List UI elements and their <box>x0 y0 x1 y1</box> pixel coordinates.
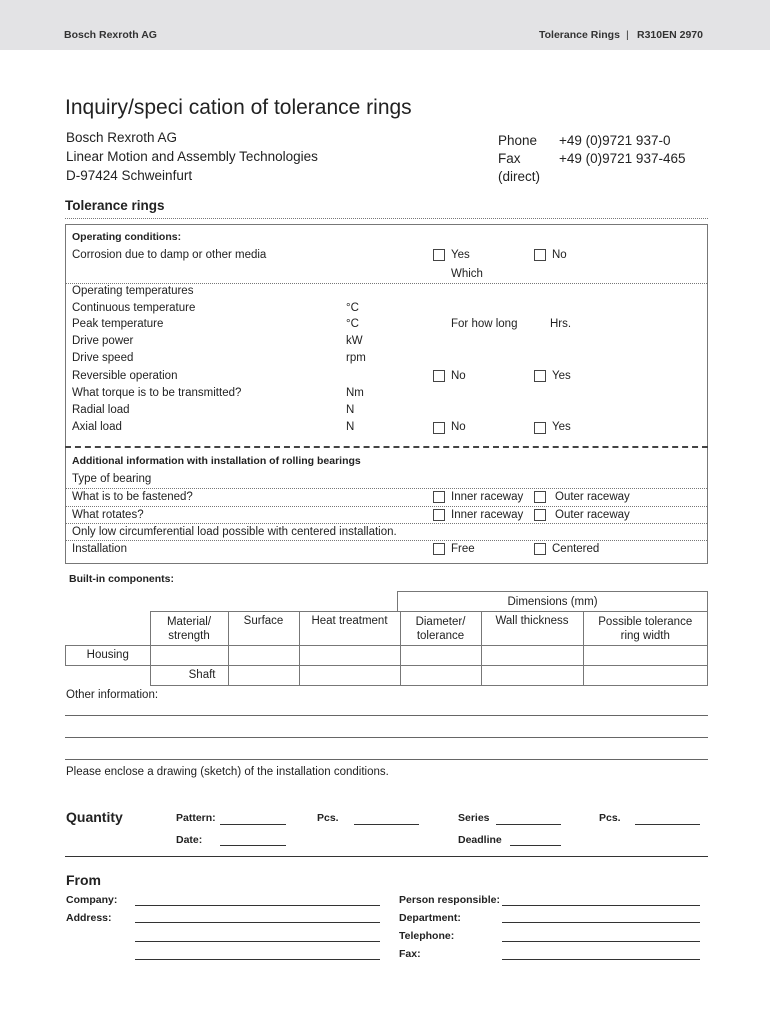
surface-header: Surface <box>243 615 284 627</box>
series-field[interactable] <box>496 824 561 825</box>
installation-free-label: Free <box>451 543 475 555</box>
pcs-label-2: Pcs. <box>599 812 621 824</box>
table-row <box>66 666 708 686</box>
speed-label: Drive speed <box>72 352 134 364</box>
housing-width-cell[interactable] <box>583 646 708 666</box>
person-field[interactable] <box>502 905 700 906</box>
deadline-field[interactable] <box>510 845 561 846</box>
corrosion-no-checkbox[interactable] <box>534 249 546 261</box>
fax-field[interactable] <box>502 959 700 960</box>
address-field-3[interactable] <box>135 959 380 960</box>
axial-unit: N <box>346 421 355 433</box>
divider <box>66 523 707 524</box>
contact-labels <box>498 132 540 186</box>
housing-surface-cell[interactable] <box>228 646 299 666</box>
rotates-inner-label: Inner raceway <box>451 509 524 521</box>
axial-no-label: No <box>451 421 466 433</box>
dashed-separator <box>65 446 708 448</box>
rotates-label: What rotates? <box>72 509 144 521</box>
corrosion-label: Corrosion due to damp or other media <box>72 249 267 261</box>
person-label: Person responsible: <box>399 894 500 906</box>
tolerance-header: tolerance <box>416 630 465 642</box>
power-unit: kW <box>346 335 363 347</box>
from-heading: From <box>66 872 101 888</box>
torque-label: What torque is to be transmitted? <box>72 387 242 399</box>
housing-diameter-cell[interactable] <box>400 646 481 666</box>
components-heading: Built-in components: <box>69 573 174 585</box>
radial-label: Radial load <box>72 404 130 416</box>
divider <box>65 218 708 219</box>
header-company: Bosch Rexroth AG <box>64 29 157 41</box>
other-info-line-3[interactable] <box>65 759 708 760</box>
possible-header: Possible tolerance <box>598 616 693 628</box>
components-table <box>65 611 708 686</box>
dimensions-label: Dimensions (mm) <box>507 596 598 608</box>
how-long-label: For how long <box>451 318 518 330</box>
shaft-label: Shaft <box>188 669 216 681</box>
reversible-no-checkbox[interactable] <box>433 370 445 382</box>
dimensions-header <box>397 591 708 612</box>
telephone-field[interactable] <box>502 941 700 942</box>
address-line-2: Linear Motion and Assembly Technologies <box>66 149 318 164</box>
diameter-header: Diameter/ <box>415 616 466 628</box>
rotates-inner-checkbox[interactable] <box>433 509 445 521</box>
axial-yes-checkbox[interactable] <box>534 422 546 434</box>
section-title: Tolerance rings <box>65 198 165 213</box>
deadline-label: Deadline <box>458 834 502 846</box>
fastened-outer-checkbox[interactable] <box>534 491 546 503</box>
heat-header: Heat treatment <box>311 615 388 627</box>
date-field[interactable] <box>220 845 286 846</box>
address-line-3: D-97424 Schweinfurt <box>66 168 193 183</box>
department-field[interactable] <box>502 922 700 923</box>
phone-number: +49 (0)9721 937-0 <box>559 133 671 148</box>
table-cell <box>583 612 708 646</box>
series-label: Series <box>458 812 490 824</box>
address-line-1: Bosch Rexroth AG <box>66 130 178 145</box>
divider <box>66 506 707 507</box>
fax-number: +49 (0)9721 937-465 <box>559 151 686 166</box>
installation-centered-label: Centered <box>552 543 600 555</box>
installation-free-checkbox[interactable] <box>433 543 445 555</box>
fastened-label: What is to be fastened? <box>72 491 193 503</box>
fastened-inner-checkbox[interactable] <box>433 491 445 503</box>
pcs-field-1[interactable] <box>354 824 419 825</box>
table-cell <box>299 612 400 646</box>
continuous-unit: °C <box>346 302 359 314</box>
header-separator: | <box>626 29 629 41</box>
strength-header: strength <box>168 630 210 642</box>
axial-no-checkbox[interactable] <box>433 422 445 434</box>
housing-heat-cell[interactable] <box>299 646 400 666</box>
table-cell <box>150 666 228 686</box>
table-cell <box>150 612 228 646</box>
pattern-field[interactable] <box>220 824 286 825</box>
temps-label: Operating temperatures <box>72 285 194 297</box>
other-info-line-1[interactable] <box>65 715 708 716</box>
department-label: Department: <box>399 912 461 924</box>
peak-label: Peak temperature <box>72 318 164 330</box>
shaft-surface-cell[interactable] <box>228 666 299 686</box>
reversible-no-label: No <box>451 370 466 382</box>
torque-unit: Nm <box>346 387 364 399</box>
contact-values <box>559 132 685 168</box>
fax-label: Fax: <box>399 948 421 960</box>
wall-header: Wall thickness <box>495 615 569 627</box>
housing-wall-cell[interactable] <box>481 646 583 666</box>
fax-direct: (direct) <box>498 169 541 184</box>
installation-centered-checkbox[interactable] <box>534 543 546 555</box>
reversible-yes-checkbox[interactable] <box>534 370 546 382</box>
installation-label: Installation <box>72 543 127 555</box>
address-field-1[interactable] <box>135 922 380 923</box>
housing-material-cell[interactable] <box>150 646 228 666</box>
housing-label: Housing <box>86 649 129 661</box>
other-info-line-2[interactable] <box>65 737 708 738</box>
table-cell <box>66 646 151 666</box>
axial-yes-label: Yes <box>552 421 571 433</box>
reversible-yes-label: Yes <box>552 370 571 382</box>
fastened-outer-label: Outer raceway <box>555 491 630 503</box>
rotates-outer-label: Outer raceway <box>555 509 630 521</box>
company-field[interactable] <box>135 905 380 906</box>
header-doc-title: Tolerance Rings <box>539 29 620 41</box>
phone-label: Phone <box>498 133 538 148</box>
pcs-field-2[interactable] <box>635 824 700 825</box>
address-block <box>66 128 318 185</box>
address-label: Address: <box>66 912 112 924</box>
table-row <box>66 646 708 666</box>
corrosion-yes-checkbox[interactable] <box>433 249 445 261</box>
divider <box>66 283 707 284</box>
which-label: Which <box>451 268 483 280</box>
speed-unit: rpm <box>346 352 366 364</box>
company-label: Company: <box>66 894 118 906</box>
shaft-width-cell[interactable] <box>583 666 708 686</box>
header-doc-number: R310EN 2970 <box>637 29 703 41</box>
material-header: Material/ <box>166 616 212 628</box>
bearing-type-label: Type of bearing <box>72 473 152 485</box>
bearings-heading: Additional information with installation of rolling bearings <box>72 455 361 467</box>
other-info-label: Other information: <box>66 689 159 701</box>
enclose-note: Please enclose a drawing (sketch) of the installation conditions. <box>66 766 389 778</box>
table-cell <box>400 612 481 646</box>
shaft-wall-cell[interactable] <box>481 666 583 686</box>
reversible-label: Reversible operation <box>72 370 178 382</box>
divider <box>65 856 708 857</box>
pattern-label: Pattern: <box>176 812 216 824</box>
hrs-label: Hrs. <box>550 318 572 330</box>
operating-heading: Operating conditions: <box>72 231 182 243</box>
corrosion-yes-label: Yes <box>451 249 470 261</box>
divider <box>66 488 707 489</box>
shaft-diameter-cell[interactable] <box>400 666 481 686</box>
axial-label: Axial load <box>72 421 122 433</box>
table-cell <box>66 612 151 646</box>
corrosion-no-label: No <box>552 249 567 261</box>
low-load-note: Only low circumferential load possible with centered installation. <box>72 526 397 538</box>
table-cell <box>66 666 151 686</box>
peak-unit: °C <box>346 318 359 330</box>
divider <box>66 540 707 541</box>
page-title: Inquiry/speci cation of tolerance rings <box>65 96 412 119</box>
fax-label: Fax <box>498 151 521 166</box>
telephone-label: Telephone: <box>399 930 455 942</box>
shaft-heat-cell[interactable] <box>299 666 400 686</box>
pcs-label-1: Pcs. <box>317 812 339 824</box>
ring-width-header: ring width <box>620 630 670 642</box>
table-cell <box>228 612 299 646</box>
radial-unit: N <box>346 404 355 416</box>
fastened-inner-label: Inner raceway <box>451 491 524 503</box>
power-label: Drive power <box>72 335 134 347</box>
rotates-outer-checkbox[interactable] <box>534 509 546 521</box>
page-header <box>0 0 770 50</box>
date-label: Date: <box>176 834 203 846</box>
table-cell <box>481 612 583 646</box>
continuous-label: Continuous temperature <box>72 302 196 314</box>
address-field-2[interactable] <box>135 941 380 942</box>
quantity-heading: Quantity <box>66 809 123 825</box>
